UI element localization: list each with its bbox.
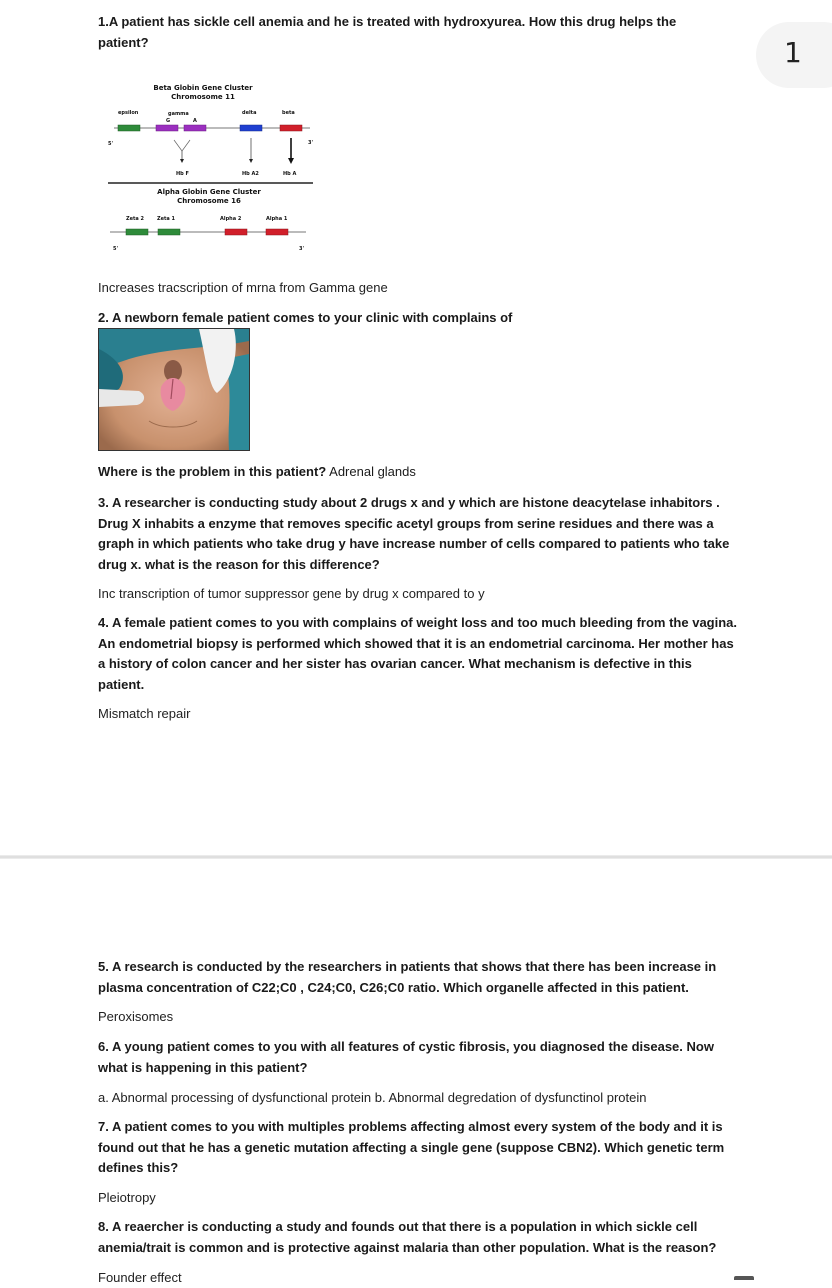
gene-gamma-g <box>156 125 178 131</box>
gene-gamma-a <box>184 125 206 131</box>
gene-delta <box>240 125 262 131</box>
gene-beta <box>280 125 302 131</box>
scrollbar-thumb[interactable] <box>734 1276 754 1280</box>
hb-a2-label: Hb A2 <box>242 171 259 177</box>
clinical-photo <box>98 328 250 451</box>
question-6: 6. A young patient comes to you with all features of cystic fibrosis, you diagnosed the disease. Now what is happening in this patient? <box>98 1039 714 1075</box>
question-2-followup-text: Where is the problem in this patient? <box>98 464 327 479</box>
answer-6: a. Abnormal processing of dysfunctional protein b. Abnormal degredation of dysfunctinol protein <box>98 1090 647 1105</box>
document-page-2 <box>0 859 832 1285</box>
label-alpha2: Alpha 2 <box>220 216 242 222</box>
question-2-followup <box>98 462 738 483</box>
alpha-three-prime: 3' <box>299 246 305 252</box>
gene-zeta2 <box>126 229 148 235</box>
gene-zeta1 <box>158 229 180 235</box>
question-5: 5. A research is conducted by the researchers in patients that shows that there has been increase in plasma concentration of C22;C0 , C24;C0, C26;C0 ratio. Which organelle affected in this patient. <box>98 959 717 995</box>
gene-alpha2 <box>225 229 247 235</box>
label-zeta2: Zeta 2 <box>126 216 145 222</box>
label-gamma-g: G <box>166 118 171 124</box>
question-1: 1.A patient has sickle cell anemia and he is treated with hydroxyurea. How this drug helps the patient? <box>98 14 677 50</box>
beta-cluster-title: Beta Globin Gene Cluster <box>153 84 253 92</box>
hb-f-label: Hb F <box>176 171 189 177</box>
answer-1: Increases tracscription of mrna from Gamma gene <box>98 280 388 295</box>
answer-2: Adrenal glands <box>326 464 416 479</box>
question-2: 2. A newborn female patient comes to your clinic with complains of <box>98 310 513 325</box>
question-3: 3. A researcher is conducting study about 2 drugs x and y which are histone deacytelase inhabitors . Drug X inhabits a enzyme that removes specific acetyl groups from serine residues and there was a graph in which patients who take drug y have increase number of cells compared to patients who take drug x. what is the reason for this difference? <box>98 495 730 572</box>
globin-gene-cluster-diagram <box>106 80 316 260</box>
hb-a-label: Hb A <box>283 171 297 177</box>
beta-cluster-subtitle: Chromosome 11 <box>171 93 235 101</box>
label-alpha1: Alpha 1 <box>266 216 288 222</box>
label-epsilon: epsilon <box>118 110 139 116</box>
gene-alpha1 <box>266 229 288 235</box>
label-beta: beta <box>282 110 295 116</box>
question-8: 8. A reaercher is conducting a study and founds out that there is a population in which sickle cell anemia/trait is common and is protective against malaria than other population. What is the reason? <box>98 1219 717 1255</box>
label-zeta1: Zeta 1 <box>157 216 176 222</box>
label-delta: delta <box>242 110 257 116</box>
question-4: 4. A female patient comes to you with complains of weight loss and too much bleeding from the vagina. An endometrial biopsy is performed which showed that it is an endometrial carcinoma. Her mother has a history of colon cancer and her sister has ovarian cancer. What mechanism is defective in this patient. <box>98 615 738 692</box>
alpha-cluster-title: Alpha Globin Gene Cluster <box>157 188 261 196</box>
page-number-badge <box>756 22 832 88</box>
answer-4: Mismatch repair <box>98 706 191 721</box>
label-gamma: gamma <box>168 111 189 117</box>
page-number: 1 <box>784 36 802 69</box>
alpha-five-prime: 5' <box>113 246 119 252</box>
label-gamma-a: A <box>193 118 197 124</box>
beta-five-prime: 5' <box>108 141 114 147</box>
question-7: 7. A patient comes to you with multiples problems affecting almost every system of the body and it is found out that he has a genetic mutation affecting a single gene (suppose CBN2). Which genetic term defines this? <box>98 1119 725 1175</box>
gene-epsilon <box>118 125 140 131</box>
alpha-cluster-subtitle: Chromosome 16 <box>177 197 241 205</box>
answer-5: Peroxisomes <box>98 1009 174 1024</box>
answer-3: Inc transcription of tumor suppressor gene by drug x compared to y <box>98 586 485 601</box>
answer-8: Founder effect <box>98 1270 182 1285</box>
answer-7: Pleiotropy <box>98 1190 156 1205</box>
beta-three-prime: 3' <box>308 140 314 146</box>
